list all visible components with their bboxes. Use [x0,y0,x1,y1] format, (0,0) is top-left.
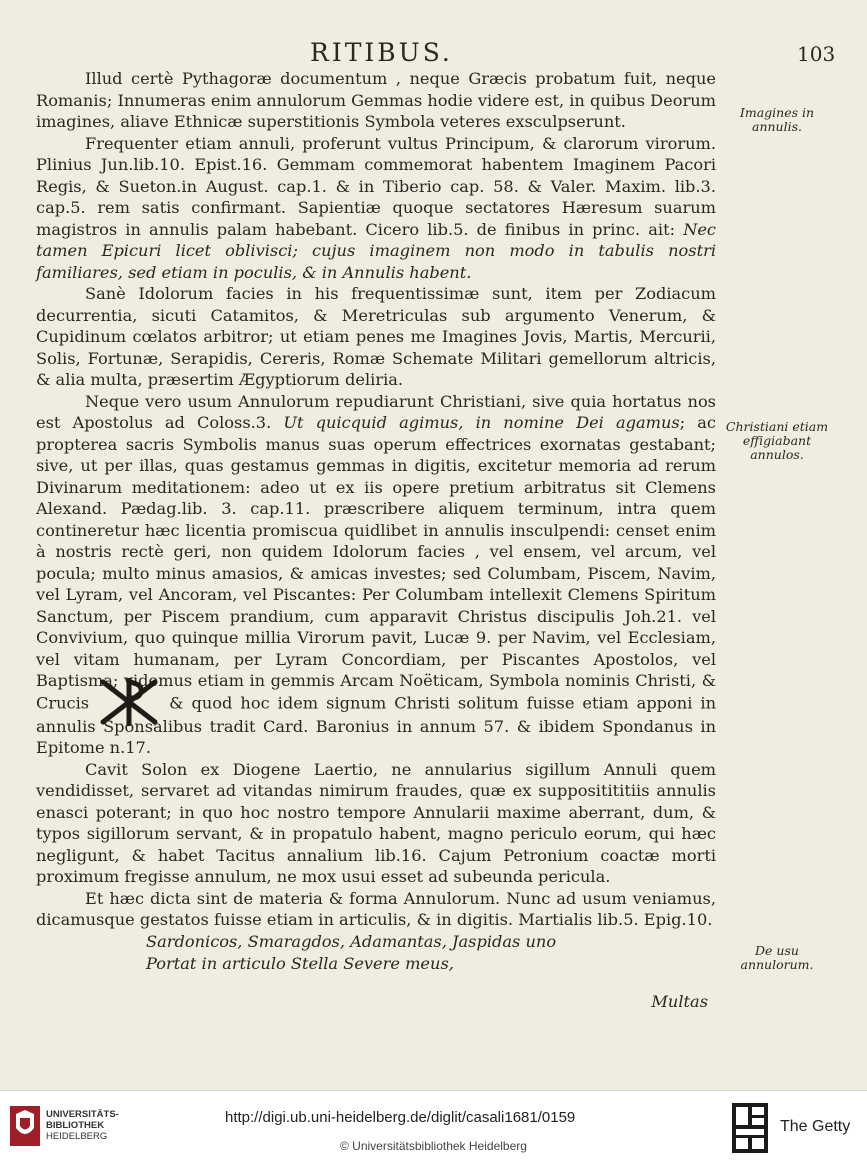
university-logo-icon [10,1106,40,1146]
text-run: Neque vero usum Annulorum repudiarunt Christiani, sive quia hortatus nos est Apostolus ad Coloss.3. [36,391,716,432]
viewer-footer [0,1090,867,1166]
getty-logo-icon [732,1103,768,1153]
partner-name: The Getty [780,1118,851,1135]
paragraph [36,888,716,931]
verse-line-1: Sardonicos, Smaragdos, Adamantas, Jaspidas uno [146,931,557,951]
margin-note-christiani: Christiani etiam effigiabant annulos. [725,419,829,462]
margin-note-de-usu: De usu annulorum. [740,943,814,972]
paragraph [36,133,716,284]
institution-name [46,1109,119,1142]
text-run: Cavit Solon ex Diogene Laertio, ne annularius sigillum Annuli quem vendidisset, servaret ad vitandas nimirum fraudes, quæ ex suppositititiis annulis enasci poterant; in quo hoc nostro tempore Annularii maxime aberrant, dum, & typos sigillorum servant, & in propatulo habent, magno periculo eorum, qui hæc negligunt, & habet Tacitus annalium lib.16. Cajum Petronium coactæ morti proximum fregisse annulum, ne mox usui esset ad subeunda pericula. [36,759,716,886]
text-run: Illud certè Pythagoræ documentum , neque Græcis probatum fuit, neque Romanis; Innumeras enim annulorum Gemmas hodie videre est, in quibus Deorum imagines, aliave Ethnicæ superstitionis Symbola veteres exsculpserunt. [36,69,717,131]
page-header [0,38,867,70]
page-number: 103 [797,42,836,66]
copyright-notice: © Universitätsbibliothek Heidelberg [340,1139,527,1153]
text-run: Frequenter etiam annuli, proferunt vultus Principum, & clarorum virorum. Plinius Jun.lib.10. Epist.16. Gemmam commemorat habentem Imaginem Pacori Regis, & Sueton.in August. cap.1. & in Tiberio cap. 58. & Valer. Maxim. lib.3. cap.5. rem satis confirmant. Sapientiæ quoque sectatores Hæresum suarum magistros in annulis palam habebant. Cicero lib.5. de finibus in princ. ait: [36,133,716,239]
body-text [36,68,716,1012]
margin-note-imagines: Imagines in annulis. [739,105,815,134]
institution-line-2: BIBLIOTHEK [46,1120,105,1131]
text-run: Et hæc dicta sint de materia & forma Annulorum. Nunc ad usum veniamus, dicamusque gestatos fuisse etiam in articulis, & in digitis. Martialis lib.5. Epig.10. [36,888,716,929]
permalink-url[interactable]: http://digi.ub.uni-heidelberg.de/diglit/casali1681/0159 [225,1109,576,1126]
institution-line-3: HEIDELBERG [46,1131,108,1142]
text-run: ; ac propterea sacris Symbolis manus suas operum effectrices exornatas gestabant; sive, ut per illas, quas gestamus gemmas in digitis, excitetur memoria ad rerum Divinarum meditationem: adeo ut ex iis opere pretium arbitratus sit Clemens Alexand. Pædag.lib. 3. cap.11. præscribere aliquem terminum, intra quem contineretur hæc licentia promiscua quidlibet in annulis insculpendi: censet enim à nostris rectè geri, non quidem Idolorum facies , vel ensem, vel arcum, vel pocula; multo minus amasios, & amicas investes; sed Columbam, Piscem, Navim, vel Lyram, vel Ancoram, vel Piscantes: Per Columbam intellexit Clemens Spiritum Sanctum, per Piscem prandium, cum apparavit Christus discipulis Joh.21. vel Convivium, quo quinque millia Virorum pavit, Lucæ 9. per Navim, vel Ecclesiam, vel vitam humanam, per Lyram Concordiam, per Piscantes Apostolos, vel Baptisma; videmus etiam in gemmis Arcam Noëticam, Symbola nominis Christi, & Crucis [36,413,716,712]
text-run: Sanè Idolorum facies in his frequentissimæ sunt, item per Zodiacum decurrentia, sicuti Catamitos, & Meretriculas sub argumento Venerum, & Cupidinum cœlatos arbitror; ut etiam penes me Imagines Jovis, Martis, Mercurii, Solis, Fortunæ, Serapidis, Cereris, Romæ Schemate Militari gemellorum altricis, & alia multa, præsertim Ægyptiorum deliria. [36,284,716,389]
running-head: RITIBUS. [310,38,453,67]
italic-quotation: Ut quicquid agimus, in nomine Dei agamus [283,413,680,432]
italic-quotation: Nec tamen Epicuri licet oblivisci; cujus imaginem non modo in tabulis nostri familiares, sed etiam in poculis, & in Annulis habent. [36,219,716,282]
paragraph [36,68,716,133]
text-run: & quod hoc idem signum Christi solitum fuisse etiam apponi in annulis Sponsalibus tradit Card. Baronius in annum 57. & ibidem Spondanus in Epitome n.17. [36,693,716,757]
catchword: Multas [651,991,708,1011]
paragraph [36,283,716,391]
paragraph [36,759,716,888]
verse-line-2: Portat in articulo Stella Severe meus, [146,953,454,973]
paragraph [36,391,716,759]
institution-line-1: UNIVERSITÄTS- [46,1109,119,1120]
